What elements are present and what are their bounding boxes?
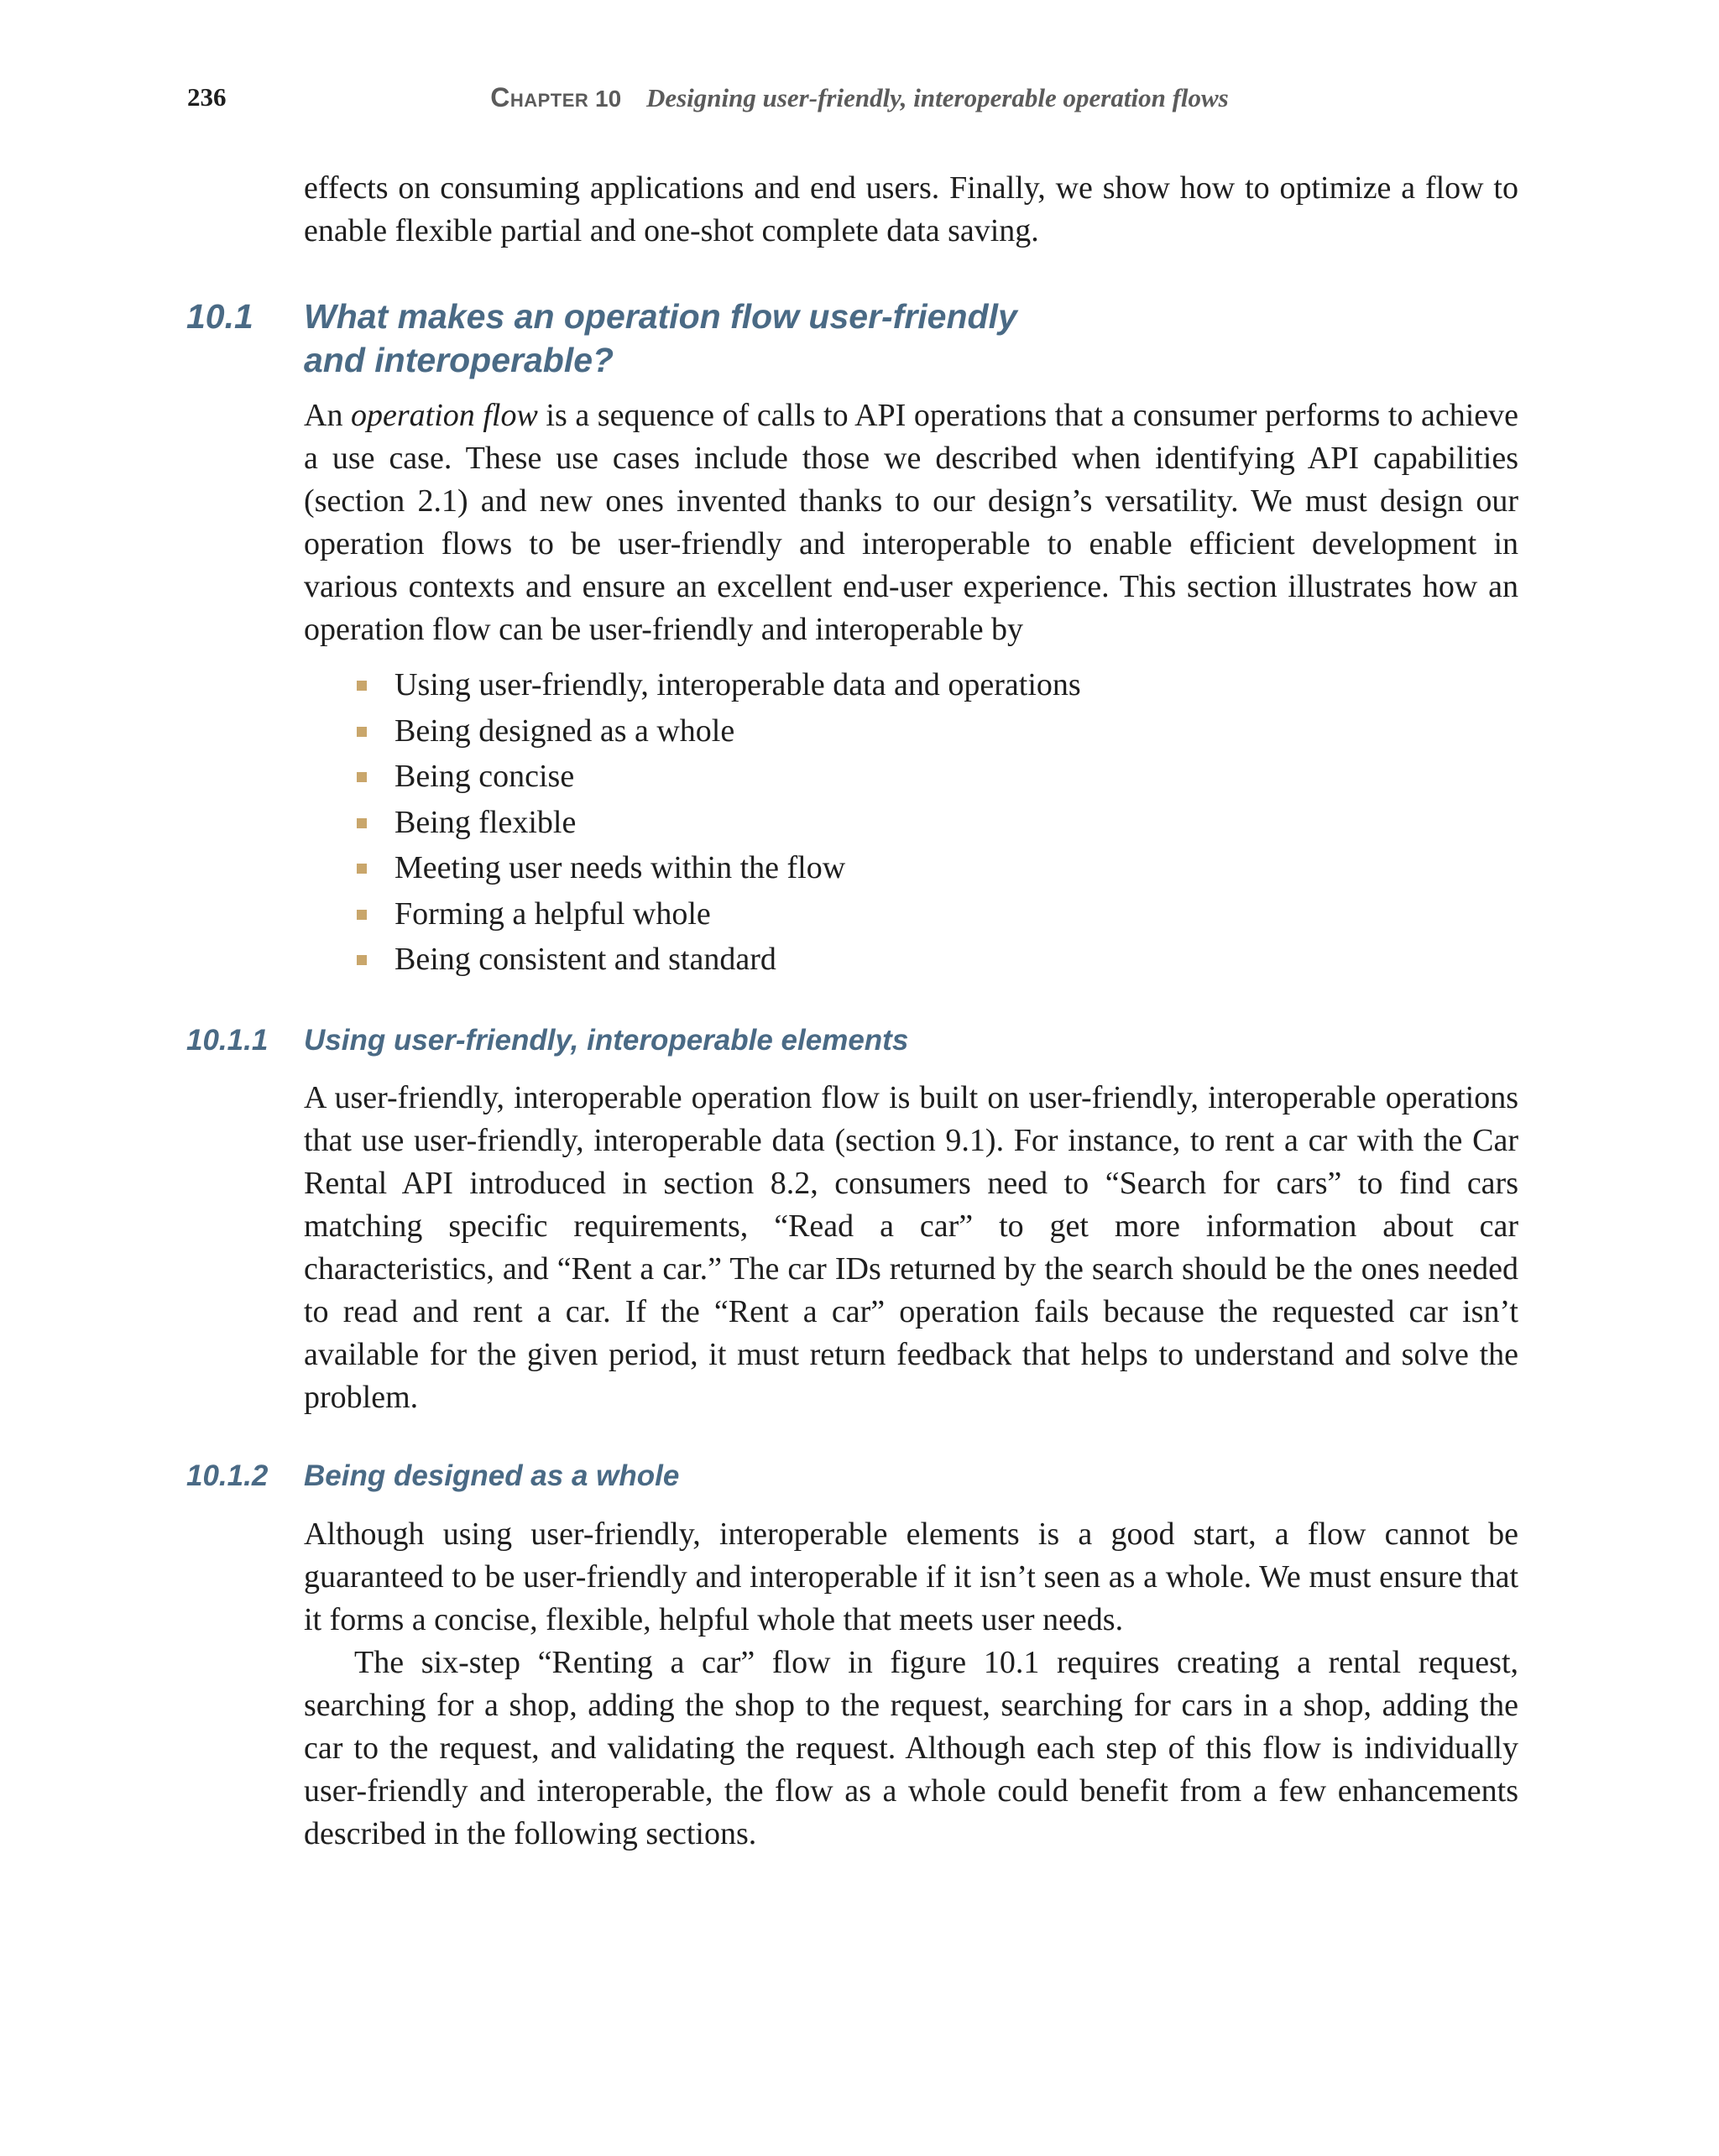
- subsection-number: 10.1.2: [186, 1459, 269, 1492]
- intro-paragraph: effects on consuming applications and end users. Finally, we show how to optimize a flow to enable flexible partial and one-shot complete data saving.: [304, 170, 1518, 248]
- bullet-square-icon: [357, 864, 367, 874]
- list-item-text: Being concise: [394, 759, 575, 794]
- section-10-1-1-paragraph-block: [304, 1077, 1518, 1419]
- list-item-text: Using user-friendly, interoperable data and operations: [394, 667, 1081, 702]
- para-prefix: An: [304, 398, 352, 433]
- section-10-1-2-paragraph-block: [304, 1513, 1518, 1856]
- term-operation-flow: operation flow: [351, 398, 538, 433]
- list-item-text: Being consistent and standard: [394, 942, 776, 977]
- section-10-1-2-paragraph-2: The six-step “Renting a car” flow in figure 10.1 requires creating a rental request, searching for a shop, adding the shop to the request, searching for cars in a shop, adding the car to the request, and validating the request. Although each step of this flow is individually user-friendly and interoperable, the flow as a whole could benefit from a few enhancements described in the following sections.: [304, 1645, 1518, 1851]
- bullet-square-icon: [357, 772, 367, 782]
- chapter-number: 10: [595, 86, 622, 112]
- list-item: [357, 708, 1081, 754]
- bullet-square-icon: [357, 955, 367, 965]
- list-item: [357, 662, 1081, 708]
- chapter-label: Chapter: [490, 82, 589, 112]
- subsection-title: Using user-friendly, interoperable elements: [304, 1024, 909, 1057]
- intro-paragraph-block: [304, 167, 1518, 253]
- bullet-list: [357, 662, 1081, 983]
- bullet-square-icon: [357, 727, 367, 737]
- section-10-1-paragraph: [304, 394, 1518, 651]
- list-item-text: Meeting user needs within the flow: [394, 850, 846, 885]
- section-number: 10.1: [186, 297, 253, 336]
- section-10-1-2-paragraph-1: Although using user-friendly, interoperable elements is a good start, a flow cannot be guaranteed to be user-friendly and interoperable if it isn’t seen as a whole. We must ensure that it forms a concise, flexible, helpful whole that meets user needs.: [304, 1517, 1518, 1637]
- section-title-line2: and interoperable?: [304, 341, 614, 379]
- bullet-square-icon: [357, 681, 367, 691]
- subsection-number: 10.1.1: [186, 1024, 269, 1057]
- list-item: [357, 800, 1081, 846]
- page-number: 236: [187, 82, 227, 112]
- list-item-text: Being flexible: [394, 804, 577, 840]
- bullet-square-icon: [357, 910, 367, 920]
- bullet-square-icon: [357, 818, 367, 828]
- list-item: [357, 845, 1081, 891]
- section-10-1-1-paragraph: A user-friendly, interoperable operation flow is built on user-friendly, interoperable operations that use user-friendly, interoperable data (section 9.1). For instance, to rent a car with the Car Rental API introduced in section 8.2, consumers need to “Search for cars” to find cars matching specific requirements, “Read a car” to get more information about car characteristics, and “Rent a car.” The car IDs returned by the search should be the ones needed to read and rent a car. If the “Rent a car” operation fails because the requested car isn’t available for the given period, it must return feedback that helps to understand and solve the problem.: [304, 1080, 1518, 1415]
- list-item-text: Being designed as a whole: [394, 713, 735, 749]
- section-10-1-paragraph-block: [304, 394, 1518, 651]
- para-rest: is a sequence of calls to API operations that a consumer performs to achieve a use case. These use cases include those we described when identifying API capabilities (section 2.1) and new ones invented thanks to our design’s versatility. We must design our operation flows to be user-friendly and interoperable to enable efficient development in various contexts and ensure an excellent end-user experience. This section illustrates how an operation flow can be user-friendly and interoperable by: [304, 398, 1518, 647]
- list-item: [357, 754, 1081, 800]
- section-title-line1: What makes an operation flow user-friendly: [304, 297, 1017, 336]
- list-item: [357, 891, 1081, 937]
- subsection-title: Being designed as a whole: [304, 1459, 680, 1492]
- list-item: [357, 937, 1081, 983]
- chapter-title: Designing user-friendly, interoperable operation flows: [645, 83, 1229, 112]
- running-head: [0, 81, 1719, 116]
- list-item-text: Forming a helpful whole: [394, 895, 711, 932]
